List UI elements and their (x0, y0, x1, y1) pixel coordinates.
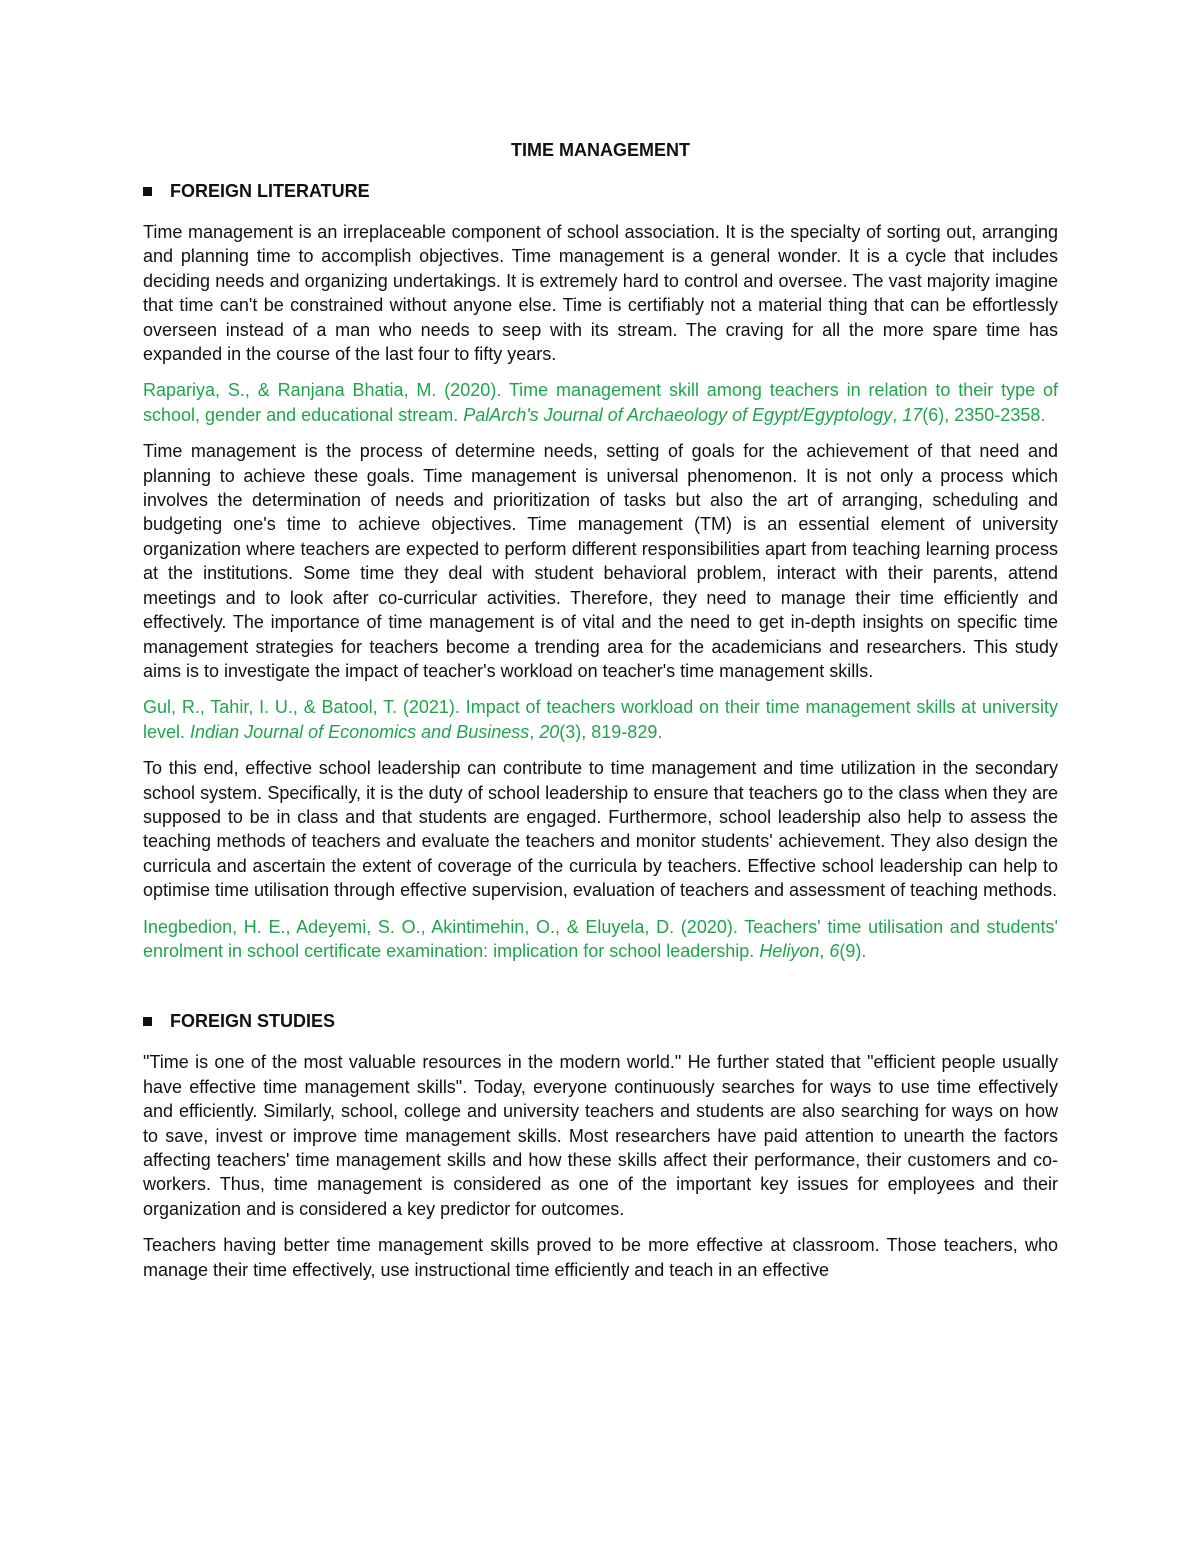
section-heading-label: FOREIGN STUDIES (170, 1011, 336, 1032)
citation: Inegbedion, H. E., Adeyemi, S. O., Akintimehin, O., & Eluyela, D. (2020). Teachers' time utilisation and students' enrolment in school certificate examination: implication for school leadership. Heliyon, 6(9). (143, 916, 1058, 961)
citation-journal: PalArch's Journal of Archaeology of Egypt/Egyptology (463, 404, 893, 425)
paragraph: Teachers having better time management skills proved to be more effective at classroom. Those teachers, who manage their time effectively, use instructional time efficiently and teach in an effective (143, 1235, 1058, 1280)
square-bullet-icon (143, 1017, 152, 1026)
citation: Rapariya, S., & Ranjana Bhatia, M. (2020). Time management skill among teachers in relation to their type of school, gender and educational stream. PalArch's Journal of Archaeology of Egypt/Egyptology, 17(6), 2350-2358. (143, 380, 1058, 425)
section-heading-foreign-studies (143, 1011, 1058, 1032)
document-page (143, 140, 1058, 1294)
citation-volume: 20 (539, 721, 560, 742)
citation-journal: Heliyon (759, 940, 820, 961)
citation: Gul, R., Tahir, I. U., & Batool, T. (2021). Impact of teachers workload on their time management skills at university level. Indian Journal of Economics and Business, 20(3), 819-829. (143, 697, 1058, 742)
citation-journal: Indian Journal of Economics and Business (190, 721, 530, 742)
paragraph: To this end, effective school leadership can contribute to time management and time utilization in the secondary school system. Specifically, it is the duty of school leadership to ensure that teachers go to the class when they are supposed to be in class and that students are engaged. Furthermore, school leadership also help to assess the teaching methods of teachers and evaluate the teachers and monitor students' achievement. They also design the curricula and ascertain the extent of coverage of the curricula by teachers. Effective school leadership can help to optimise time utilisation through effective supervision, evaluation of teachers and assessment of teaching methods. (143, 758, 1058, 901)
spacer (143, 975, 1058, 1011)
paragraph: "Time is one of the most valuable resources in the modern world." He further stated that "efficient people usually have effective time management skills". Today, everyone continuously searches for ways to use time effectively and efficiently. Similarly, school, college and university teachers and students are also searching for ways on how to save, invest or improve time management skills. Most researchers have paid attention to unearth the factors affecting teachers' time management skills and how these skills affect their performance, their customers and co-workers. Thus, time management is considered as one of the important key issues for employees and their organization and is considered a key predictor for outcomes. (143, 1052, 1058, 1219)
paragraph: Time management is an irreplaceable component of school association. It is the specialty of sorting out, arranging and planning time to accomplish objectives. Time management is a general wonder. It is a cycle that includes deciding needs and organizing undertakings. It is extremely hard to control and oversee. The vast majority imagine that time can't be constrained without anyone else. Time is certifiably not a material thing that can be effortlessly overseen instead of a man who needs to seep with its stream. The craving for all the more spare time has expanded in the course of the last four to fifty years. (143, 222, 1058, 365)
document-title: TIME MANAGEMENT (511, 140, 690, 160)
section-heading-foreign-literature (143, 181, 1058, 202)
citation-volume: 17 (902, 404, 923, 425)
section-heading-label: FOREIGN LITERATURE (170, 181, 370, 201)
citation-volume: 6 (829, 940, 840, 961)
square-bullet-icon (143, 187, 152, 196)
paragraph: Time management is the process of determine needs, setting of goals for the achievement of that need and planning to achieve these goals. Time management is universal phenomenon. It is not only a process which involves the determination of needs and prioritization of tasks but also the art of arranging, scheduling and budgeting one's time to achieve objectives. Time management (TM) is an essential element of university organization where teachers are expected to perform different responsibilities apart from teaching learning process at the institutions. Some time they deal with student behavioral problem, interact with their parents, attend meetings and to look after co-curricular activities. Therefore, they need to manage their time efficiently and effectively. The importance of time management is of vital and the need to get in-depth insights on specific time management strategies for teachers become a trending area for the academicians and researchers. This study aims is to investigate the impact of teacher's workload on teacher's time management skills. (143, 441, 1058, 681)
